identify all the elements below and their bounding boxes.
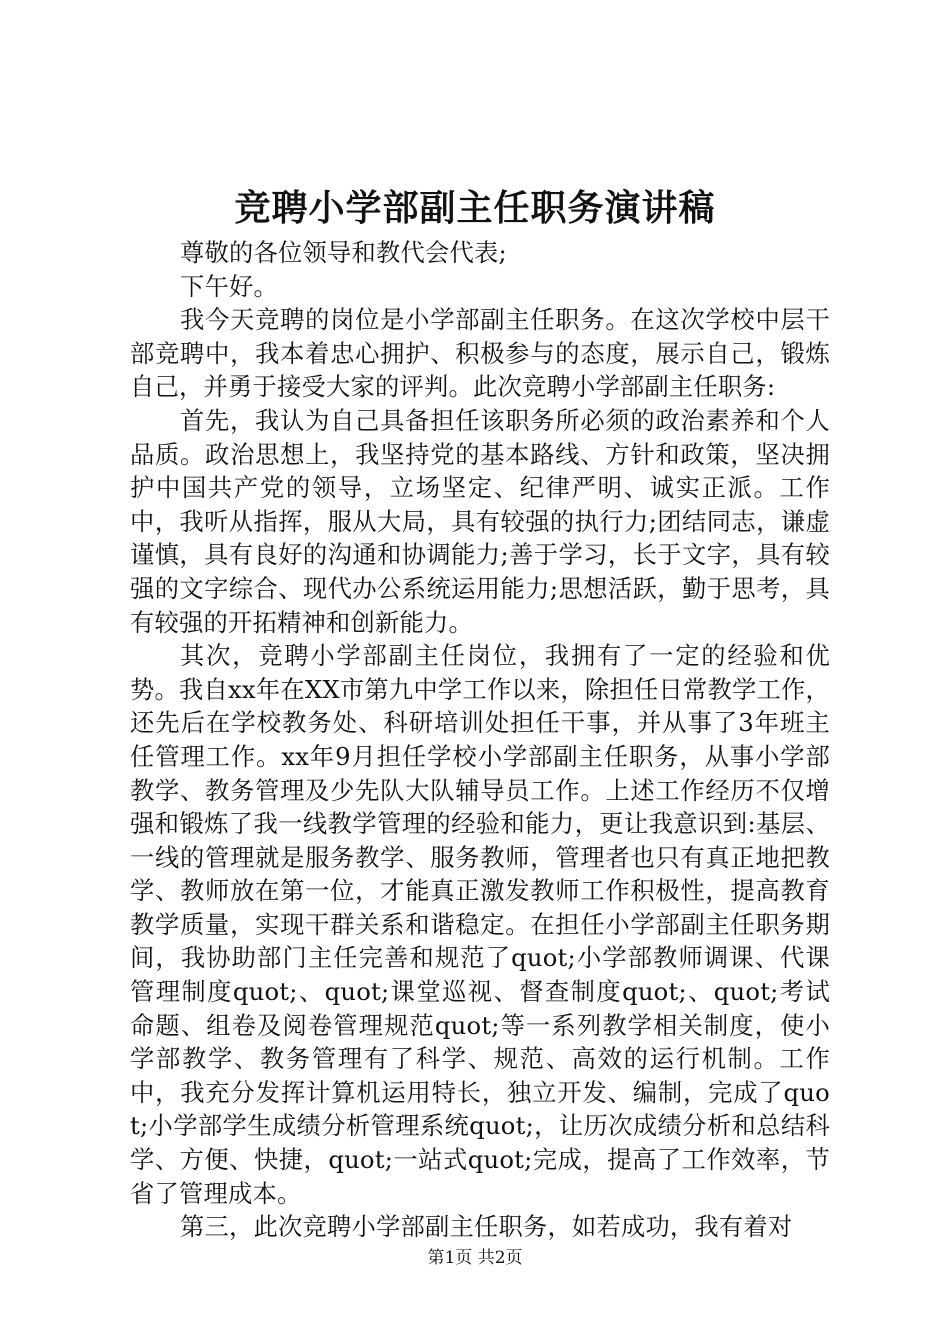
paragraph-first: 首先，我认为自己具备担任该职务所必须的政治素养和个人品质。政治思想上，我坚持党的基本路线、方针和政策，坚决拥护中国共产党的领导，立场坚定、纪律严明、诚实正派。工作中，我听从指挥，服从大局，具有较强的执行力;团结同志，谦虚谨慎，具有良好的沟通和协调能力;善于学习，长于文字，具有较强的文字综合、现代办公系统运用能力;思想活跃，勤于思考，具有较强的开拓精神和创新能力。: [130, 405, 830, 637]
paragraph-greeting: 下午好。: [180, 271, 278, 301]
paragraph-intro: 我今天竞聘的岗位是小学部副主任职务。在这次学校中层干部竞聘中，我本着忠心拥护、积极参与的态度，展示自己，锻炼自己，并勇于接受大家的评判。此次竞聘小学部副主任职务:: [130, 305, 830, 402]
page-number-footer: 第1页 共2页: [427, 1248, 523, 1268]
document-body: [130, 236, 830, 1244]
document-title: 竞聘小学部副主任职务演讲稿: [234, 187, 716, 229]
paragraph-salutation: 尊敬的各位领导和教代会代表;: [180, 238, 507, 267]
paragraph-third: 第三，此次竞聘小学部副主任职务，如若成功，我有着对: [180, 1212, 793, 1242]
paragraph-second: 其次，竞聘小学部副主任岗位，我拥有了一定的经验和优势。我自xx年在XX市第九中学工作以来，除担任日常教学工作，还先后在学校教务处、科研培训处担任干事，并从事了3年班主任管理工作。xx年9月担任学校小学部副主任职务，从事小学部教学、教务管理及少先队大队辅导员工作。上述工作经历不仅增强和锻炼了我一线教学管理的经验和能力，更让我意识到:基层、一线的管理就是服务教学、服务教师，管理者也只有真正地把教学、教师放在第一位，才能真正激发教师工作积极性，提高教育教学质量，实现干群关系和谐稳定。在担任小学部副主任职务期间，我协助部门主任完善和规范了quot;小学部教师调课、代课管理制度quot;、quot;课堂巡视、督查制度quot;、quot;考试命题、组卷及阅卷管理规范quot;等一系列教学相关制度，使小学部教学、教务管理有了科学、规范、高效的运行机制。工作中，我充分发挥计算机运用特长，独立开发、编制，完成了quot;小学部学生成绩分析管理系统quot;，让历次成绩分析和总结科学、方便、快捷，quot;一站式quot;完成，提高了工作效率，节省了管理成本。: [130, 641, 830, 1208]
